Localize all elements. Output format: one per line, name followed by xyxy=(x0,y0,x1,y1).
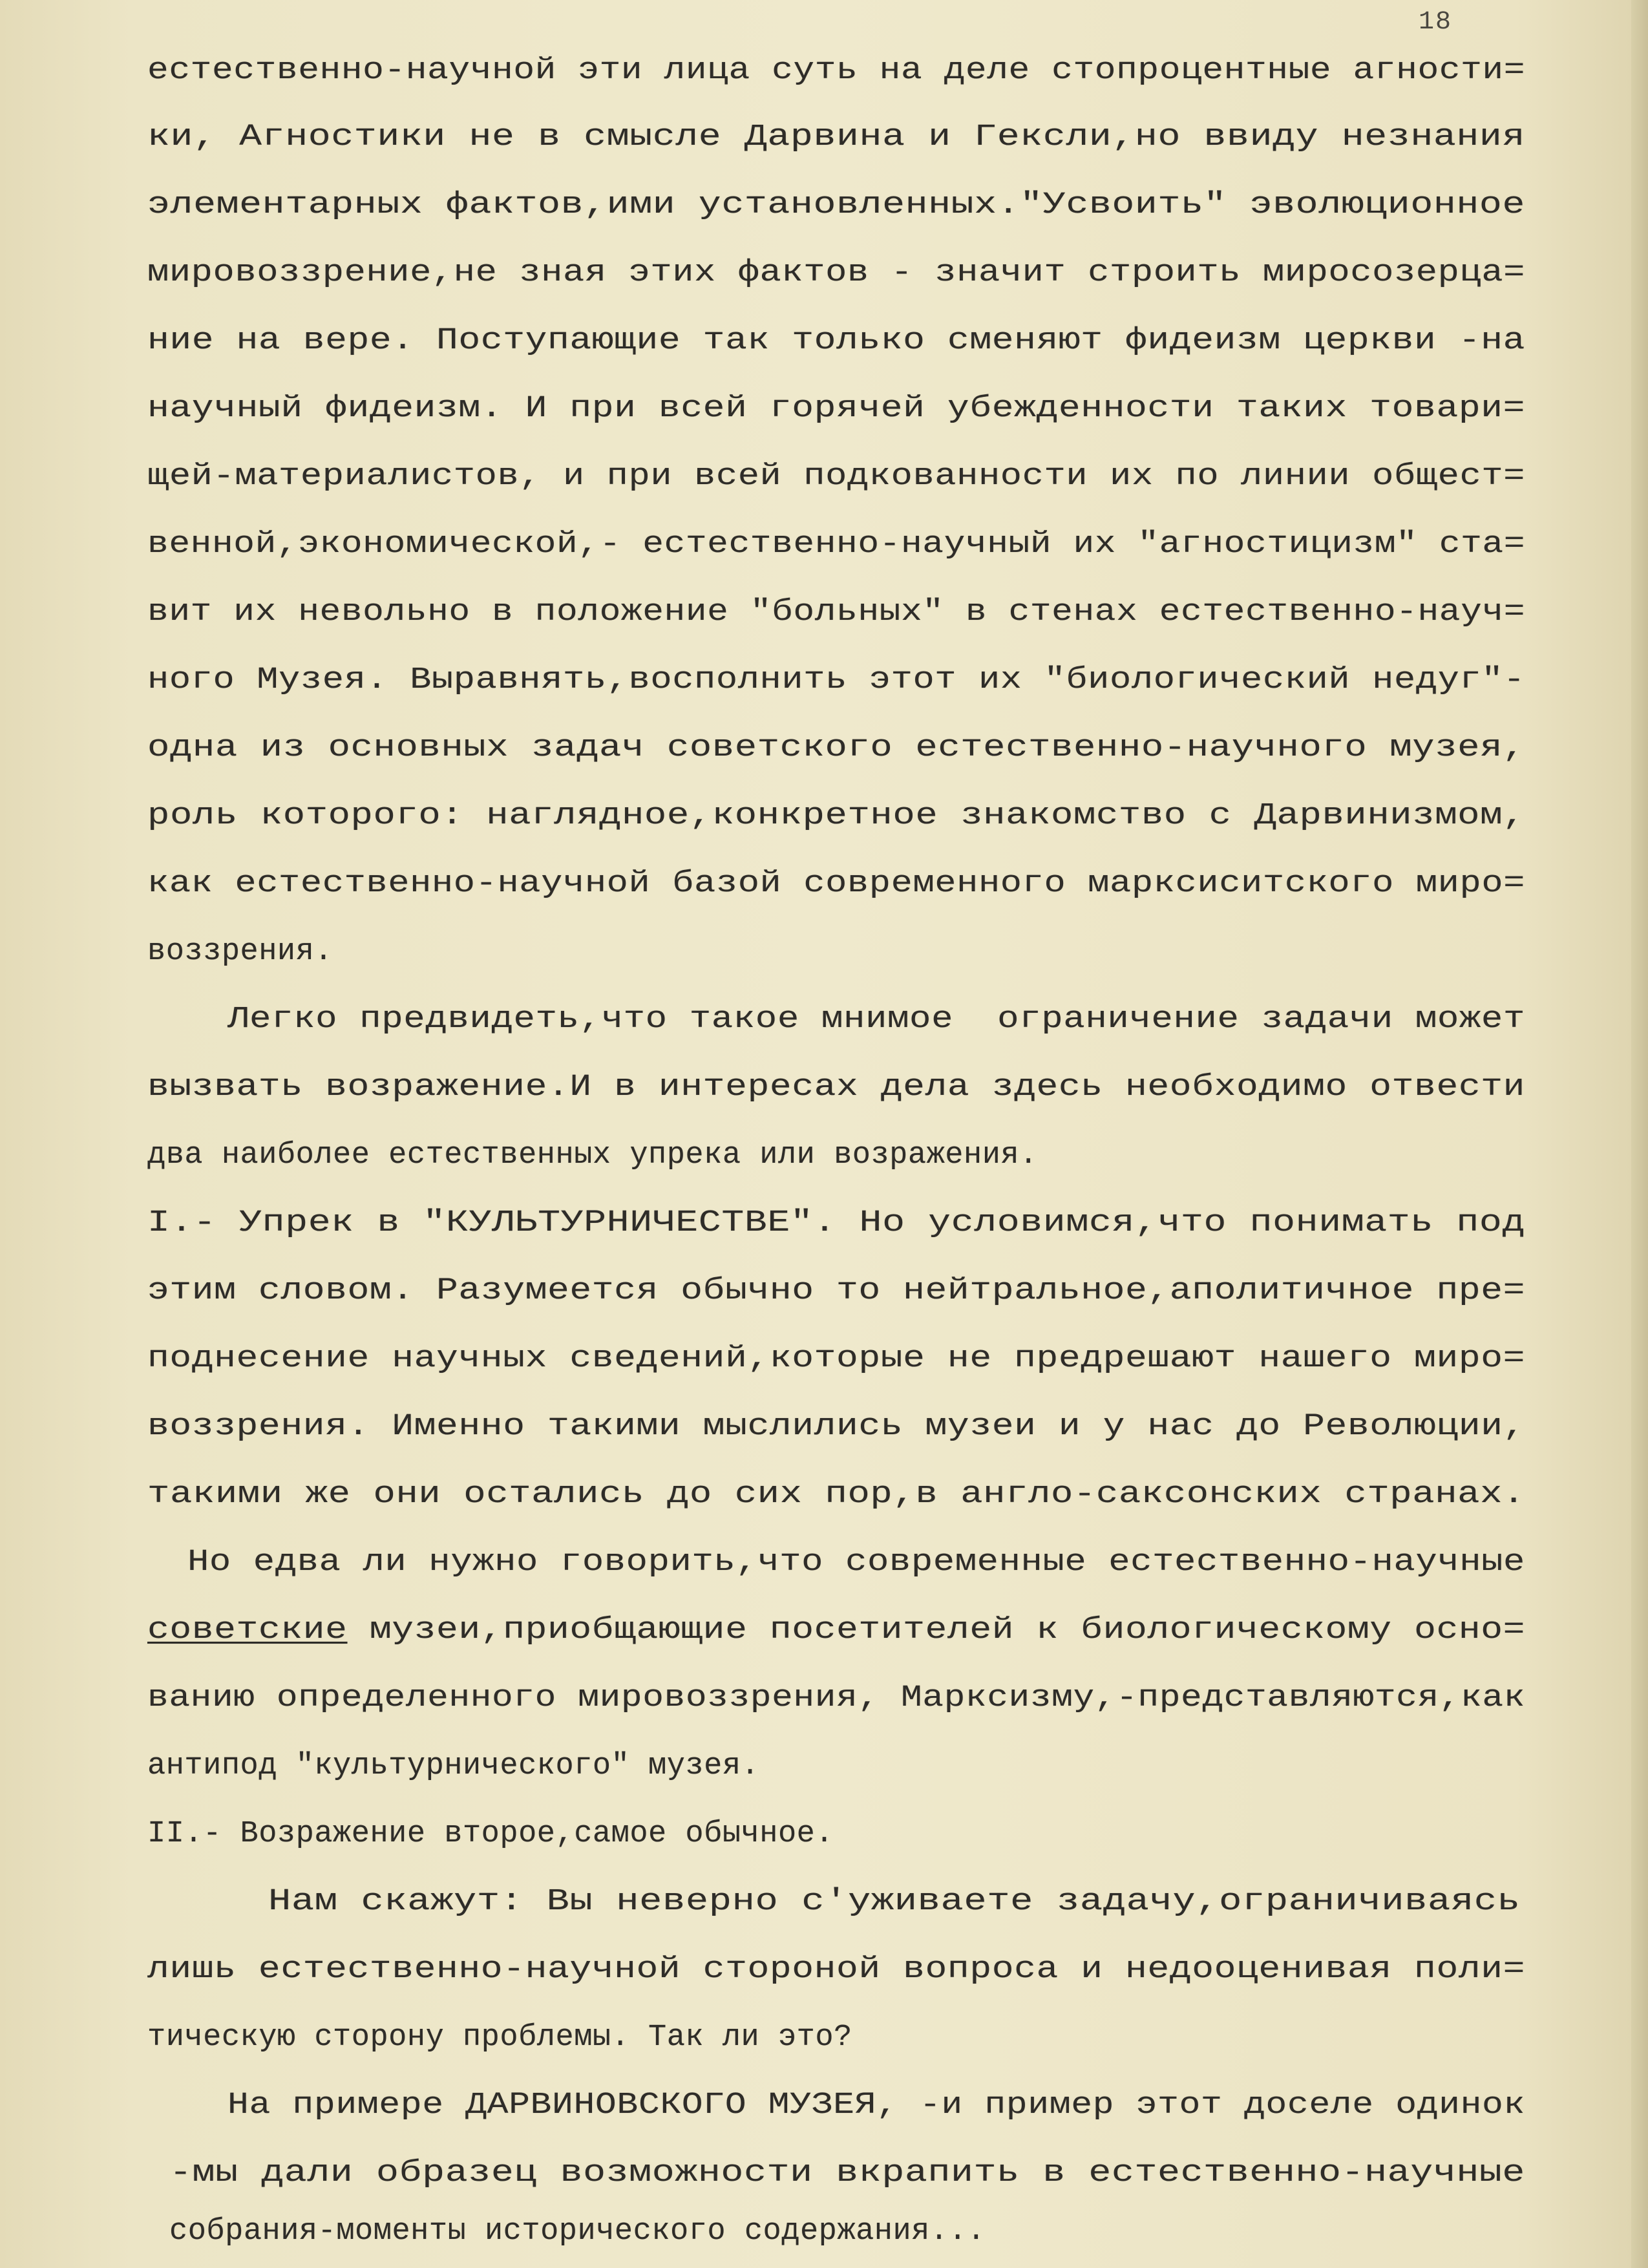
text-line: I.- Упрек в "КУЛЬТУРНИЧЕСТВЕ". Но условимся,что понимать под xyxy=(147,1206,1525,1240)
text-line: лишь естественно-научной стороной вопроса и недооценивая поли= xyxy=(147,1953,1525,1987)
text-line: Легко предвидеть,что такое мнимое ограничение задачи может xyxy=(227,1002,1525,1037)
text-line: элементарных фактов,ими установленных."Усвоить" эволюционное xyxy=(147,188,1525,222)
text-line: вызвать возражение.И в интересах дела здесь необходимо отвести xyxy=(147,1070,1525,1105)
text-line: естественно-научной эти лица суть на деле стопроцентные агности= xyxy=(147,54,1525,88)
text-line: ного Музея. Выравнять,восполнить этот их "биологический недуг"- xyxy=(147,663,1525,697)
text-line: ванию определенного мировоззрения, Марксизму,-представляются,как xyxy=(147,1681,1525,1715)
text-line: роль которого: наглядное,конкретное знакомство с Дарвинизмом, xyxy=(147,799,1525,833)
text-line: ние на вере. Поступающие так только сменяют фидеизм церкви -на xyxy=(147,324,1525,358)
text-line: воззрения. Именно такими мыслились музеи и у нас до Революции, xyxy=(147,1410,1525,1444)
text-line: два наиболее естественных упрека или возражения. xyxy=(147,1138,1038,1172)
text-line: тическую сторону проблемы. Так ли это? xyxy=(147,2020,852,2055)
text-line: научный фидеизм. И при всей горячей убежденности таких товари= xyxy=(147,392,1525,426)
text-line: мировоззрение,не зная этих фактов - значит строить миросозерца= xyxy=(147,256,1525,290)
text-line: II.- Возражение второе,самое обычное. xyxy=(147,1817,834,1851)
text-line: поднесение научных сведений,которые не предрешают нашего миро= xyxy=(147,1342,1525,1376)
text-line: как естественно-научной базой современного марксиситского миро= xyxy=(147,867,1525,901)
text-line: вит их невольно в положение "больных" в стенах естественно-науч= xyxy=(147,595,1525,630)
text-line: собрания-моменты исторического содержания... xyxy=(169,2214,986,2249)
text-line: воззрения. xyxy=(147,935,333,969)
text-line: Нам скажут: Вы неверно с'уживаете задачу,ограничиваясь xyxy=(268,1885,1521,1919)
text-line: такими же они остались до сих пор,в англо-саксонских странах. xyxy=(147,1478,1525,1512)
text-line: одна из основных задач советского естественно-научного музея, xyxy=(147,731,1525,765)
text-line: этим словом. Разумеется обычно то нейтральное,аполитичное пре= xyxy=(147,1274,1525,1308)
text-line: советские музеи,приобщающие посетителей к биологическому осно= xyxy=(147,1613,1525,1648)
text-line: На примере ДАРВИНОВСКОГО МУЗЕЯ, -и пример этот доселе одинок xyxy=(227,2088,1525,2123)
text-line: венной,экономической,- естественно-научный их "агностицизм" ста= xyxy=(147,527,1525,562)
text-line: щей-материалистов, и при всей подкованности их по линии общест= xyxy=(147,460,1525,494)
text-line: Но едва ли нужно говорить,что современные естественно-научные xyxy=(187,1545,1525,1580)
text-line: ки, Агностики не в смысле Дарвина и Гексли,но ввиду незнания xyxy=(147,120,1525,154)
text-line: антипод "культурнического" музея. xyxy=(147,1749,760,1783)
text-line: -мы дали образец возможности вкрапить в естественно-научные xyxy=(169,2156,1525,2190)
page-number: 18 xyxy=(1419,8,1453,37)
